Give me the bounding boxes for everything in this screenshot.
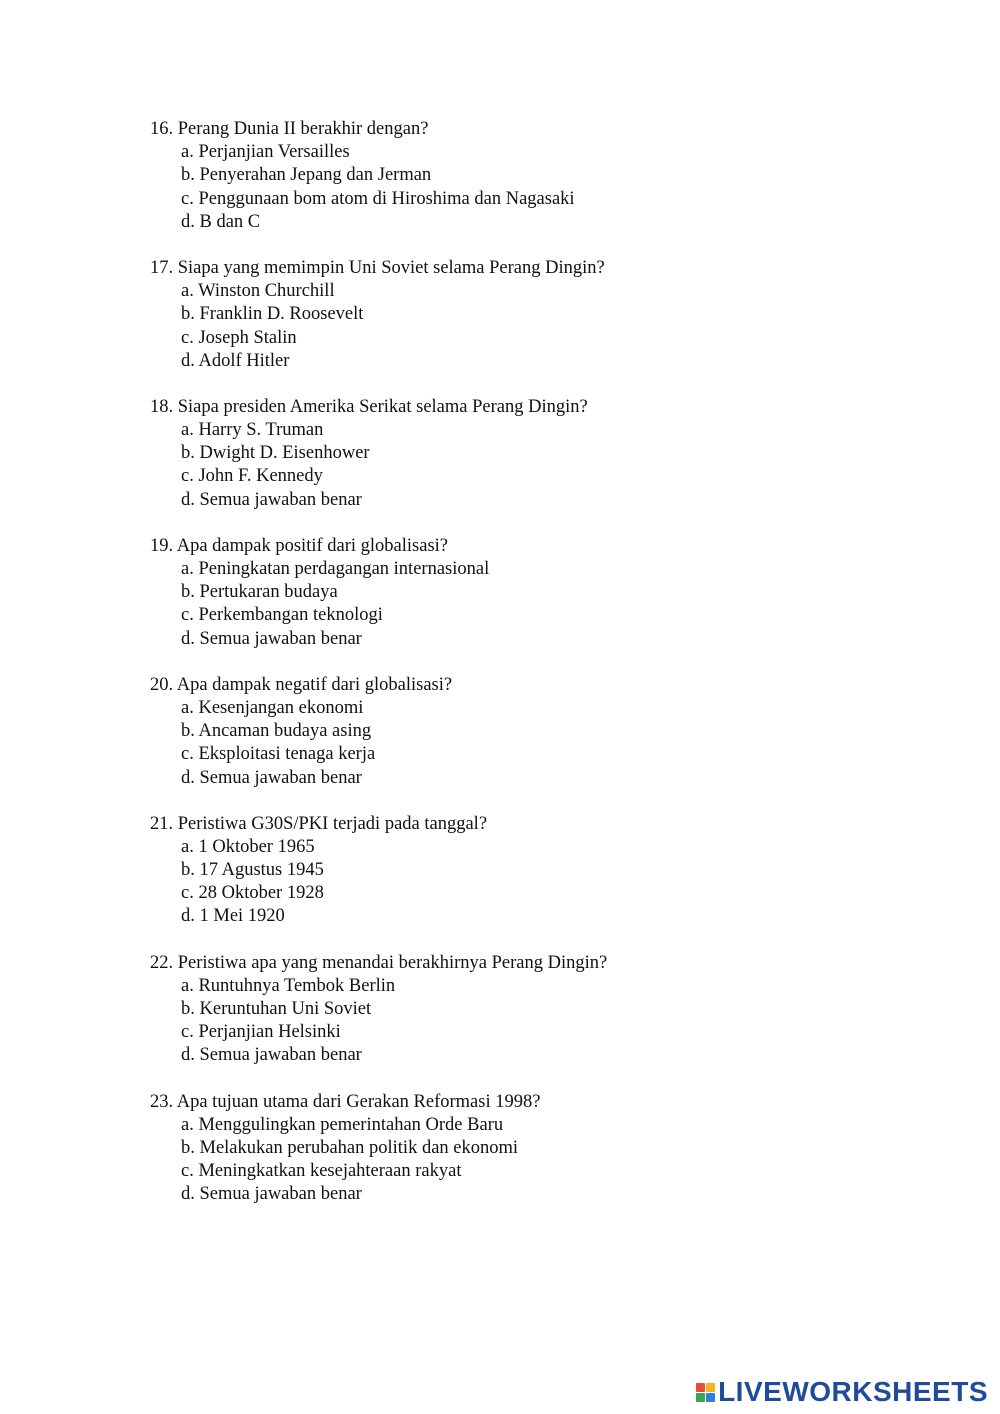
logo-square-blue [706, 1393, 715, 1402]
answer-option: c. 28 Oktober 1928 [181, 883, 324, 904]
answer-option: c. Meningkatkan kesejahteraan rakyat [181, 1161, 462, 1182]
answer-option: d. Semua jawaban benar [181, 1045, 362, 1066]
question-text: 17. Siapa yang memimpin Uni Soviet selama Perang Dingin? [150, 257, 605, 278]
answer-option: d. Semua jawaban benar [181, 489, 362, 510]
logo-square-yellow [706, 1383, 715, 1392]
answer-option: b. Ancaman budaya asing [181, 721, 372, 742]
answer-option: d. Semua jawaban benar [181, 1184, 362, 1205]
question-text: 20. Apa dampak negatif dari globalisasi? [150, 674, 453, 695]
answer-option: a. Winston Churchill [181, 281, 335, 302]
question-text: 16. Perang Dunia II berakhir dengan? [150, 119, 429, 139]
question-block [150, 118, 850, 234]
question-text: 18. Siapa presiden Amerika Serikat selama Perang Dingin? [150, 396, 588, 417]
question-block [150, 257, 850, 373]
answer-option: b. 17 Agustus 1945 [181, 860, 324, 881]
question-block [150, 535, 850, 651]
answer-option: d. Semua jawaban benar [181, 767, 362, 788]
question-block [150, 674, 850, 790]
answer-option: b. Melakukan perubahan politik dan ekonomi [181, 1137, 519, 1158]
logo-square-green [696, 1393, 705, 1402]
question-text: 22. Peristiwa apa yang menandai berakhirnya Perang Dingin? [150, 952, 608, 973]
answer-option: c. Eksploitasi tenaga kerja [181, 744, 376, 765]
answer-option: b. Penyerahan Jepang dan Jerman [181, 165, 432, 186]
answer-option: a. Kesenjangan ekonomi [181, 697, 364, 718]
answer-option: a. 1 Oktober 1965 [181, 836, 315, 857]
liveworksheets-logo-icon [696, 1383, 715, 1402]
logo-square-red [696, 1383, 705, 1392]
question-block [150, 396, 850, 512]
answer-option: c. John F. Kennedy [181, 466, 323, 487]
answer-option: b. Franklin D. Roosevelt [181, 304, 364, 325]
answer-option: a. Perjanjian Versailles [181, 142, 350, 163]
brand-name: LIVEWORKSHEETS [718, 1376, 988, 1407]
question-text: 21. Peristiwa G30S/PKI terjadi pada tanggal? [150, 813, 488, 834]
answer-option: a. Harry S. Truman [181, 420, 324, 441]
liveworksheets-watermark [696, 1378, 988, 1406]
answer-option: d. 1 Mei 1920 [181, 906, 285, 927]
answer-option: b. Pertukaran budaya [181, 582, 338, 603]
answer-option: c. Joseph Stalin [181, 327, 297, 348]
answer-option: c. Perjanjian Helsinki [181, 1022, 341, 1043]
answer-option: a. Menggulingkan pemerintahan Orde Baru [181, 1114, 504, 1135]
answer-option: c. Penggunaan bom atom di Hiroshima dan Nagasaki [181, 188, 575, 209]
answer-option: d. Semua jawaban benar [181, 628, 362, 649]
answer-option: c. Perkembangan teknologi [181, 605, 383, 626]
answer-option: d. Adolf Hitler [181, 350, 290, 371]
answer-option: d. B dan C [181, 211, 261, 232]
question-block [150, 813, 850, 929]
question-text: 23. Apa tujuan utama dari Gerakan Reformasi 1998? [150, 1091, 541, 1112]
question-list [150, 118, 850, 1230]
question-text: 19. Apa dampak positif dari globalisasi? [150, 535, 448, 556]
answer-option: a. Peningkatan perdagangan internasional [181, 559, 490, 579]
answer-option: a. Runtuhnya Tembok Berlin [181, 975, 396, 996]
answer-option: b. Keruntuhan Uni Soviet [181, 999, 372, 1019]
question-block [150, 952, 850, 1068]
question-block [150, 1091, 850, 1207]
answer-option: b. Dwight D. Eisenhower [181, 443, 370, 464]
